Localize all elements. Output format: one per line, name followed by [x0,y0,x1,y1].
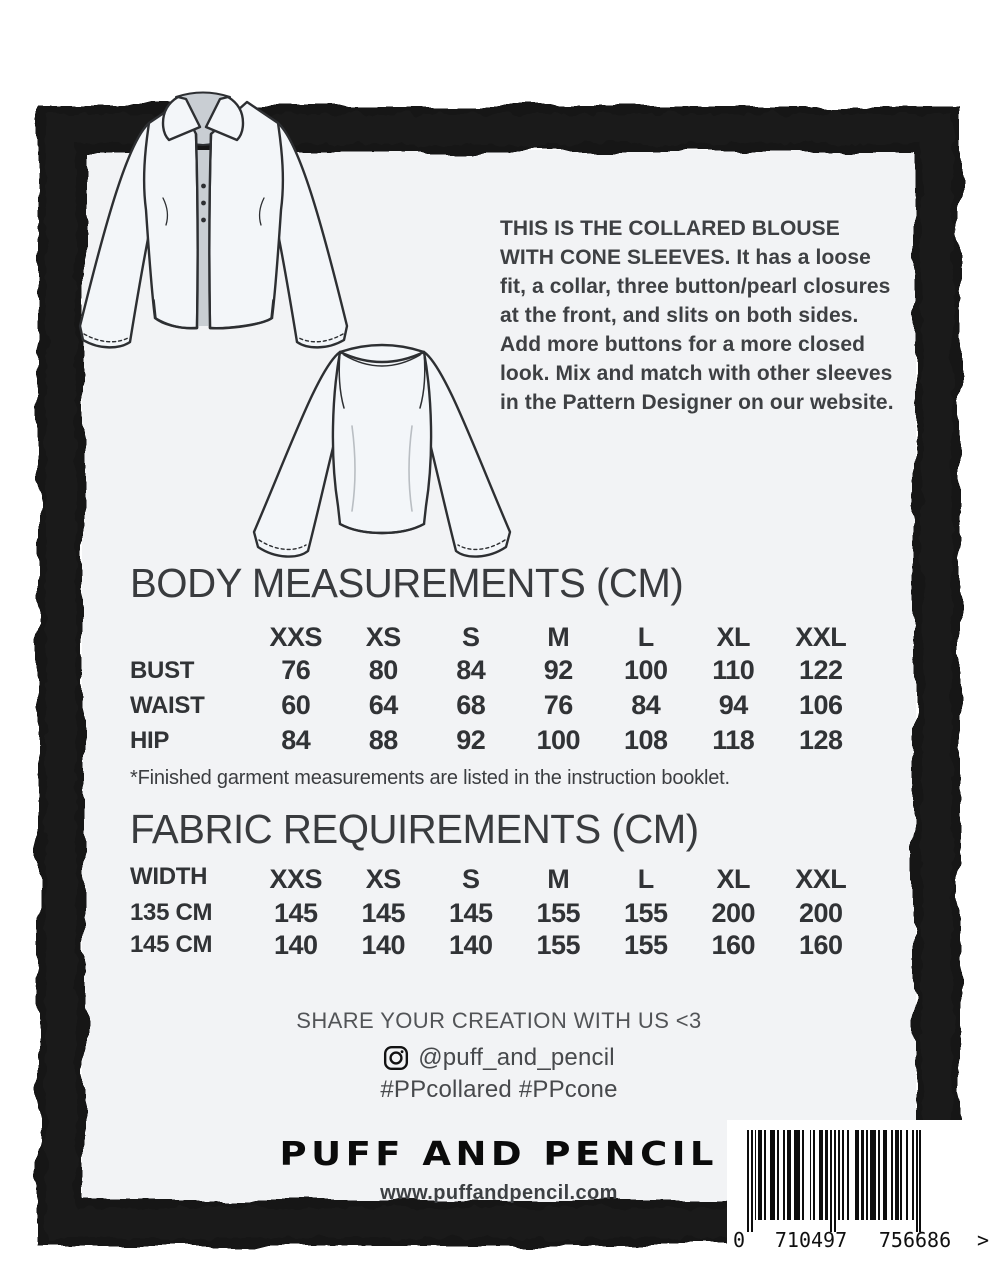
waist-value: 60 [281,690,311,720]
size-header: XXL [795,622,847,652]
garment-back-illustration [232,336,532,566]
row-label-waist: WAIST [130,692,205,719]
size-header: XXS [269,622,323,652]
fabric-135-value: 200 [711,898,756,928]
width-header: WIDTH [130,863,208,890]
size-header: XS [365,864,401,894]
fabric-requirements-title: FABRIC REQUIREMENTS (CM) [130,806,699,852]
barcode [727,1120,999,1276]
measurements-footnote: *Finished garment measurements are listed in the instruction booklet. [130,767,730,789]
fabric-145-value: 160 [798,930,843,960]
hip-value: 84 [281,725,311,755]
hip-value: 128 [798,725,843,755]
hip-value: 100 [536,725,581,755]
waist-value: 64 [368,690,398,720]
barcode-bars [747,1130,923,1232]
waist-value: 76 [543,690,573,720]
bust-value: 100 [623,655,668,685]
row-label-bust: BUST [130,657,195,684]
share-section [84,1008,914,1105]
waist-value: 68 [456,690,486,720]
bust-value: 92 [543,655,573,685]
bust-value: 80 [368,655,398,685]
table-corner-cell [130,621,252,653]
hip-value: 108 [623,725,668,755]
waist-value: 84 [631,690,661,720]
fabric-145-value: 155 [623,930,668,960]
instagram-handle: @puff_and_pencil [418,1044,615,1071]
bust-value: 110 [712,655,755,685]
hashtags: #PPcollared #PPcone [380,1076,618,1103]
barcode-end-char: > [976,1228,989,1252]
row-label-145cm: 145 CM [130,931,213,958]
size-header: S [461,864,480,894]
size-header: XL [716,864,750,894]
fabric-145-value: 140 [361,930,406,960]
barcode-group1: 710497 [774,1228,848,1252]
size-header: L [637,622,654,652]
body-measurements-table [130,621,875,758]
waist-value: 94 [718,690,748,720]
bust-value: 84 [456,655,486,685]
fabric-135-value: 155 [536,898,581,928]
size-header: XXS [269,864,323,894]
fabric-requirements-table [130,861,875,961]
fabric-145-value: 140 [448,930,493,960]
brand-logo: PUFF AND PENCIL [279,1134,719,1173]
row-label-135cm: 135 CM [130,899,213,926]
size-header: M [547,864,570,894]
row-label-hip: HIP [130,727,170,754]
fabric-145-value: 155 [536,930,581,960]
fabric-135-value: 155 [623,898,668,928]
hip-value: 88 [368,725,398,755]
barcode-digits [733,1228,993,1252]
size-header: XL [716,622,750,652]
fabric-requirements-section [130,806,875,961]
fabric-135-value: 200 [798,898,843,928]
fabric-135-value: 145 [361,898,406,928]
fabric-145-value: 160 [711,930,756,960]
fabric-135-value: 145 [273,898,318,928]
size-header: M [547,622,570,652]
body-measurements-title: BODY MEASUREMENTS (CM) [130,560,684,606]
waist-value: 106 [798,690,843,720]
instagram-icon [383,1045,409,1071]
garment-front-illustration [70,90,357,362]
hip-value: 118 [712,725,755,755]
hip-value: 92 [456,725,486,755]
size-header: XS [365,622,401,652]
bust-value: 76 [281,655,311,685]
barcode-group2: 756686 [878,1228,952,1252]
instagram-row [84,1043,914,1073]
brand-website: www.puffandpencil.com [380,1182,618,1204]
size-header: L [637,864,654,894]
share-headline: SHARE YOUR CREATION WITH US <3 [296,1008,702,1033]
size-header: S [461,622,480,652]
size-header: XXL [795,864,847,894]
bust-value: 122 [798,655,843,685]
body-measurements-section [130,560,875,790]
product-description: THIS IS THE COLLARED BLOUSE WITH CONE SLEEVES. It has a loose fit, a collar, three button/pearl closures at the front, and slits on both sides. Add more buttons for a more closed look. Mix and match with other sleeves in the Pattern Designer on our website. [500,217,894,414]
fabric-135-value: 145 [448,898,493,928]
barcode-lead-digit: 0 [733,1228,746,1252]
fabric-145-value: 140 [273,930,318,960]
